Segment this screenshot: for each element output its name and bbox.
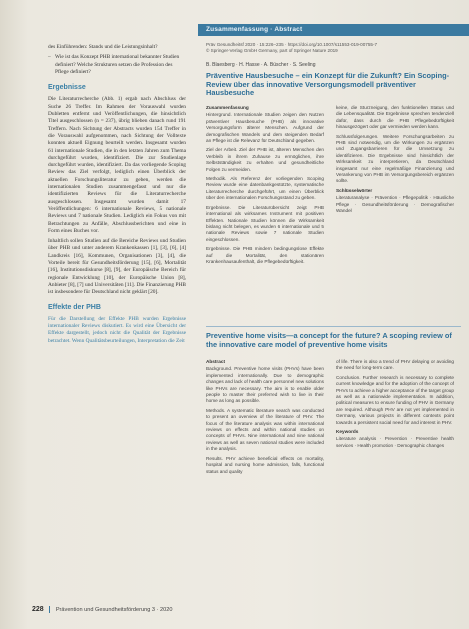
abstract-paragraph: Schlussfolgerungen. Weitere Forschungsarbeiten zu PHB sind notwendig, um die Wirkungen zu ergänzen und Zugangsbarrieren für die Umsetzung zu identifizieren. Die Ergebnisse sind hinsichtlich der Wirksamkeit zu interpretieren, da Deutschland insgesamt nur eine regelmäßige Finanzierung und Verankerung von PHB im Versorgungsbereich ergänzen sollte. — [336, 133, 454, 184]
abstract-paragraph: Ziel der Arbeit. Ziel der PHB ist, älteren Menschen den Verbleib in ihrem Zuhause zu ermöglichen, ihre Selbstständigkeit zu erhalten und gesundheitliche Folgen zu vermeiden. — [206, 147, 324, 172]
abstract-paragraph: keine, die Sturzneigung, den funktionellen Status und die Lebensqualität. Die Ergebnisse sprechen tendenziell dafür, dass durch die PHB Pflegebedürftigkeit hinausgezögert oder gar vermieden werden kann. — [336, 105, 454, 130]
abstract-paragraph: Methodik. Als Referenz der vorliegenden Scoping Review wurde eine datenbankgestützte, systematische Literaturrecherche durchgeführt, um einen Überblick über den internationalen Forschungsstand zu geben. — [206, 176, 324, 201]
abstract-paragraph: of life. There is also a trend of PHV delaying or avoiding the need for long-term care. — [336, 359, 454, 371]
english-title: Preventive home visits—a concept for the future? A scoping review of the innovative care model of preventive home visits — [206, 331, 452, 349]
research-questions-list — [48, 54, 186, 76]
footer-divider — [49, 606, 50, 613]
section-header-bar — [198, 24, 469, 36]
abstract-paragraph: Methods. A systematic literature search was conducted to present an overview of the literature of PHV. The focus of the literature analysis was within international reviews on effects and within national studies on concepts of PHVs. Nine international and nine national reviews as well as seven national studies were included in the analysis. — [206, 407, 324, 452]
results-paragraph-2: Inhaltlich sollen Studien auf die Bereiche Reviews und Studien über PHB und unter anderem Krankenkassen [1], [3], [6], [4] Landkreis [16], Kommunen, Organisationen [3], [4], die Vorteile bereit für Gesundheitsförderung [15], [6], Mortalität [16], Institutionsdiskurse [8], [9], der Europäische Bereich für regionale Entwicklung [10], der Europäische Union [8], Anbieter [8], [7] und Universitäten [11]. Die Finanzierung PHB ist insbesondere für Deutschland nicht geklärt [20]. — [48, 238, 186, 296]
results-paragraph-1: Die Literaturrecherche (Abb. 1) ergab nach Abschluss der Suche 26 Treffer. Im Rahmen der Vorauswahl wurden Dubletten entfernt und Veröffentlichungen, die hinsichtlich Titel ausgeschlossen (n = 237), übrig blieben danach rund 191 Treffern. Nach Sichtung der Abstracts wurden 154 Treffer in die Vorauswahl aufgenommen, nach Sichtung der Volltexte konnten aktuell Eignung beurteilt werden. Insgesamt wurden 61 internationale Studien, die in den letzten Jahren zum Thema durchgeführt wurden, identifiziert. Die zur Studienlage durchgeführt wurden, identifiziert. Da das vorliegende Scoping Review das Ziel verfolgt, lediglich einen Überblick der aktuellen Forschungsliteratur zu geben, werden die internationalen Studien zusammengefasst und nur die identifizierten Reviews für die Literaturrecherche ausgeschlossen. Insgesamt wurden damit 17 Veröffentlichungen: 6 internationale Reviews, 5 nationale Reviews und 7 nationale Studien. Lediglich ein Fokus von mit Betrachtungen zu Anfälle, Abschlussberichten und eine in Form eines Buches vor. — [48, 96, 186, 234]
journal-name: Prävention und Gesundheitsförderung 3 · 2020 — [55, 607, 173, 613]
citation-meta — [206, 42, 456, 54]
english-abstract-col-1 — [206, 359, 324, 478]
effects-heading: Effekte der PHB — [48, 303, 101, 311]
copyright-line: © Springer-Verlag GmbH Germany, part of Springer Nature 2019 — [206, 48, 338, 53]
german-title: Präventive Hausbesuche – ein Konzept für die Zukunft? Ein Scoping-Review über das innovative Versorgungsmodell präventiver Hausbesuche — [206, 71, 450, 98]
citation-line: Präv Gesundheitsf 2020 · 15:226–235 · https://doi.org/10.1007/s11553-019-00755-7 — [206, 42, 378, 47]
abstract-paragraph: Conclusion. Further research is necessary to complete current knowledge and for the adoption of the concept of PHVs to achieve a higher acceptance of the target group as well as a nationwide implementation. In addition, political measures to ensure funding of PHV in Germany are required. Although PHV are not yet implemented in Germany, various projects in different contexts point towards a persistent social need for and interest in PHV. — [336, 374, 454, 425]
intro-text: des Einführenden: Stands und die Leistungsinhalt? — [48, 44, 158, 50]
abstract-paragraph: Hintergrund. Internationale Studien zeigen den Nutzen präventiver Hausbesuche (PHB) als innovative Versorgungsform älterer Menschen. Aufgrund der demografischen Wandels und dem steigenden Bedarf an Pflege ist die Relevanz für Deutschland gegeben. — [206, 112, 324, 144]
page-number: 228 — [32, 606, 44, 613]
abstract-label: Abstract — [206, 359, 226, 364]
results-heading: Ergebnisse — [48, 84, 86, 92]
page-footer — [32, 606, 412, 618]
abstract-paragraph: Background. Preventive home visits (PHVs) have been implemented internationally. Due to demographic changes and lack of health care personnel new solutions like PHVs are necessary. The aim is to enable older people to master their preferred wish to live in their home as long as possible. — [206, 366, 324, 404]
english-abstract-col-2 — [336, 359, 454, 452]
left-text-column — [48, 44, 186, 348]
keywords-text: Literature analysis · Prevention · Preventive health services · Health promotion · Demographic changes — [336, 436, 454, 448]
english-abstract — [206, 359, 461, 579]
abstract-paragraph: Ergebnisse. Die PHB mindern bedingungslose Effekte auf die Mortalität, den stationären Krankenhausaufenthalt, die Pflegebedürftigkeit. — [206, 246, 324, 264]
abstract-paragraph: Results. PHV achieve beneficial effects on mortality, hospital and nursing home admission, falls, functional status and quality — [206, 455, 324, 474]
german-abstract — [206, 105, 456, 310]
effects-paragraph: Für die Darstellung der Effekte PHB wurden Ergebnisse internationaler Reviews diskutiert. Es wird eine Übersicht der Effekte dargestellt, jedoch nicht die Qualität der Ergebnisse betrachtet. Wenn Qualitätsbeurteilungen, Interpretation die Zeit — [48, 315, 186, 344]
german-abstract-col-2 — [336, 105, 454, 218]
abstract-panel — [198, 24, 469, 594]
section-label: Zusammenfassung · Abstract — [206, 26, 303, 33]
keywords-label: Schlüsselwörter — [336, 187, 373, 193]
abstract-label: Zusammenfassung — [206, 105, 249, 110]
list-item: – Wie ist das Konzept PHB international bekannter Studien definiert? Welche Strukturen setzen die Profession des Pflege definiert? — [48, 54, 186, 76]
abstract-paragraph: Ergebnisse. Die Literaturübersicht zeigt PHB international als wirksames Instrument mit positiven Effekten. Nationale Studien können die Wirksamkeit bislang nicht belegen, es wurden 6 internationale und 5 nationale Reviews sowie 7 nationale Studien eingeschlossen. — [206, 204, 324, 242]
author-list: B. Blaesberg · H. Hasse · A. Büscher · S. Seeling — [206, 62, 316, 68]
keywords-text: Literaturanalyse · Prävention · Pflegepolitik · Häusliche Pflege · Gesundheitsförderung · Demografischer Wandel — [336, 195, 454, 214]
german-abstract-col-1 — [206, 105, 324, 268]
section-divider — [206, 326, 461, 327]
keywords-label: Keywords — [336, 429, 359, 435]
